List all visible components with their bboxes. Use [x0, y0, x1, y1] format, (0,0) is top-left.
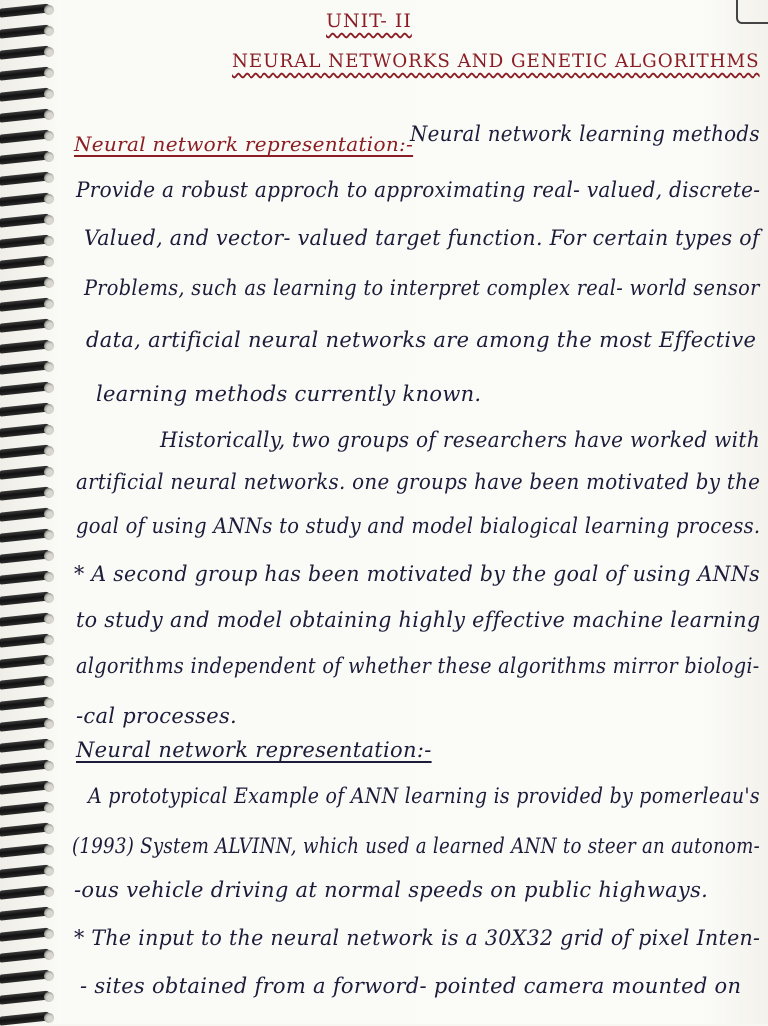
text-line: data, artificial neural networks are among the most Effective	[86, 328, 757, 352]
binding-hole	[44, 908, 54, 918]
spiral-coil	[0, 906, 50, 920]
binding-hole	[44, 740, 54, 750]
spiral-coil	[0, 696, 50, 710]
spiral-coil	[0, 381, 50, 395]
spiral-coil	[0, 444, 50, 458]
spiral-coil	[0, 129, 50, 143]
binding-hole	[44, 236, 54, 246]
spiral-coil	[0, 633, 50, 647]
binding-hole	[44, 26, 54, 36]
spiral-coil	[0, 486, 50, 500]
spiral-coil	[0, 843, 50, 857]
text-line: -cal processes.	[76, 704, 238, 728]
spiral-coil	[0, 318, 50, 332]
spiral-coil	[0, 402, 50, 416]
binding-hole	[44, 299, 54, 309]
text-line: learning methods currently known.	[96, 382, 482, 406]
binding-hole	[44, 803, 54, 813]
spiral-coil	[0, 654, 50, 668]
binding-hole	[44, 383, 54, 393]
spiral-coil	[0, 45, 50, 59]
spiral-coil	[0, 276, 50, 290]
spiral-coil	[0, 150, 50, 164]
spiral-binding	[0, 0, 60, 1024]
binding-hole	[44, 929, 54, 939]
binding-hole	[44, 950, 54, 960]
unit-heading: UNIT- II	[326, 10, 412, 32]
text-line: * The input to the neural network is a 30X32 grid of pixel Inten-	[74, 926, 761, 950]
spiral-coil	[0, 1011, 50, 1025]
spiral-coil	[0, 990, 50, 1004]
binding-hole	[44, 1013, 54, 1023]
spiral-coil	[0, 969, 50, 983]
binding-hole	[44, 446, 54, 456]
binding-hole	[44, 845, 54, 855]
text-line: Historically, two groups of researchers have worked with	[160, 428, 760, 452]
binding-hole	[44, 425, 54, 435]
text-line: A prototypical Example of ANN learning is provided by pomerleau's	[88, 784, 760, 808]
spiral-coil	[0, 507, 50, 521]
spiral-coil	[0, 360, 50, 374]
spiral-coil	[0, 864, 50, 878]
binding-hole	[44, 173, 54, 183]
binding-hole	[44, 488, 54, 498]
spiral-coil	[0, 171, 50, 185]
binding-hole	[44, 131, 54, 141]
text-line: Valued, and vector- valued target function. For certain types of	[84, 226, 760, 250]
binding-hole	[44, 278, 54, 288]
binding-hole	[44, 887, 54, 897]
spiral-coil	[0, 759, 50, 773]
text-line: Problems, such as learning to interpret complex real- world sensor	[84, 276, 760, 300]
spiral-coil	[0, 801, 50, 815]
binding-hole	[44, 68, 54, 78]
binding-hole	[44, 656, 54, 666]
binding-hole	[44, 89, 54, 99]
spiral-coil	[0, 87, 50, 101]
binding-hole	[44, 467, 54, 477]
spiral-coil	[0, 24, 50, 38]
text-line: (1993) System ALVINN, which used a learned ANN to steer an autonom-	[72, 834, 761, 858]
binding-hole	[44, 719, 54, 729]
spiral-coil	[0, 423, 50, 437]
section-heading-1: Neural network representation:-	[74, 132, 414, 156]
binding-hole	[44, 362, 54, 372]
binding-hole	[44, 320, 54, 330]
spiral-coil	[0, 234, 50, 248]
spiral-coil	[0, 465, 50, 479]
section-heading-2: Neural network representation:-	[76, 738, 432, 762]
binding-hole	[44, 194, 54, 204]
binding-hole	[44, 971, 54, 981]
text-line: artificial neural networks. one groups have been motivated by the	[76, 470, 761, 494]
spiral-coil	[0, 738, 50, 752]
page-title: NEURAL NETWORKS AND GENETIC ALGORITHMS	[232, 50, 760, 72]
spiral-coil	[0, 255, 50, 269]
spiral-coil	[0, 339, 50, 353]
spiral-coil	[0, 108, 50, 122]
text-line: goal of using ANNs to study and model bialogical learning process.	[76, 514, 761, 538]
spiral-coil	[0, 192, 50, 206]
spiral-coil	[0, 675, 50, 689]
text-line: -ous vehicle driving at normal speeds on public highways.	[74, 878, 709, 902]
binding-hole	[44, 635, 54, 645]
corner-mark	[736, 0, 768, 24]
binding-hole	[44, 257, 54, 267]
binding-hole	[44, 614, 54, 624]
spiral-coil	[0, 822, 50, 836]
binding-hole	[44, 341, 54, 351]
spiral-coil	[0, 612, 50, 626]
spiral-coil	[0, 927, 50, 941]
spiral-coil	[0, 549, 50, 563]
binding-hole	[44, 47, 54, 57]
spiral-coil	[0, 948, 50, 962]
spiral-coil	[0, 780, 50, 794]
text-line: Neural network learning methods	[410, 122, 760, 146]
binding-hole	[44, 761, 54, 771]
spiral-coil	[0, 297, 50, 311]
binding-hole	[44, 992, 54, 1002]
spiral-coil	[0, 3, 50, 17]
binding-hole	[44, 677, 54, 687]
spiral-coil	[0, 528, 50, 542]
binding-hole	[44, 509, 54, 519]
text-line: to study and model obtaining highly effective machine learning	[76, 608, 761, 632]
binding-hole	[44, 404, 54, 414]
binding-hole	[44, 152, 54, 162]
binding-hole	[44, 824, 54, 834]
spiral-coil	[0, 66, 50, 80]
binding-hole	[44, 782, 54, 792]
text-line: * A second group has been motivated by the goal of using ANNs	[74, 562, 760, 586]
binding-hole	[44, 551, 54, 561]
binding-hole	[44, 110, 54, 120]
spiral-coil	[0, 591, 50, 605]
binding-hole	[44, 593, 54, 603]
binding-hole	[44, 572, 54, 582]
text-line: - sites obtained from a forword- pointed camera mounted on	[80, 974, 742, 998]
binding-hole	[44, 698, 54, 708]
binding-hole	[44, 866, 54, 876]
spiral-coil	[0, 570, 50, 584]
binding-hole	[44, 530, 54, 540]
text-line: algorithms independent of whether these algorithms mirror biologi-	[76, 654, 760, 678]
text-line: Provide a robust approch to approximating real- valued, discrete-	[76, 178, 761, 202]
spiral-coil	[0, 885, 50, 899]
spiral-coil	[0, 213, 50, 227]
spiral-coil	[0, 717, 50, 731]
binding-hole	[44, 5, 54, 15]
binding-hole	[44, 215, 54, 225]
